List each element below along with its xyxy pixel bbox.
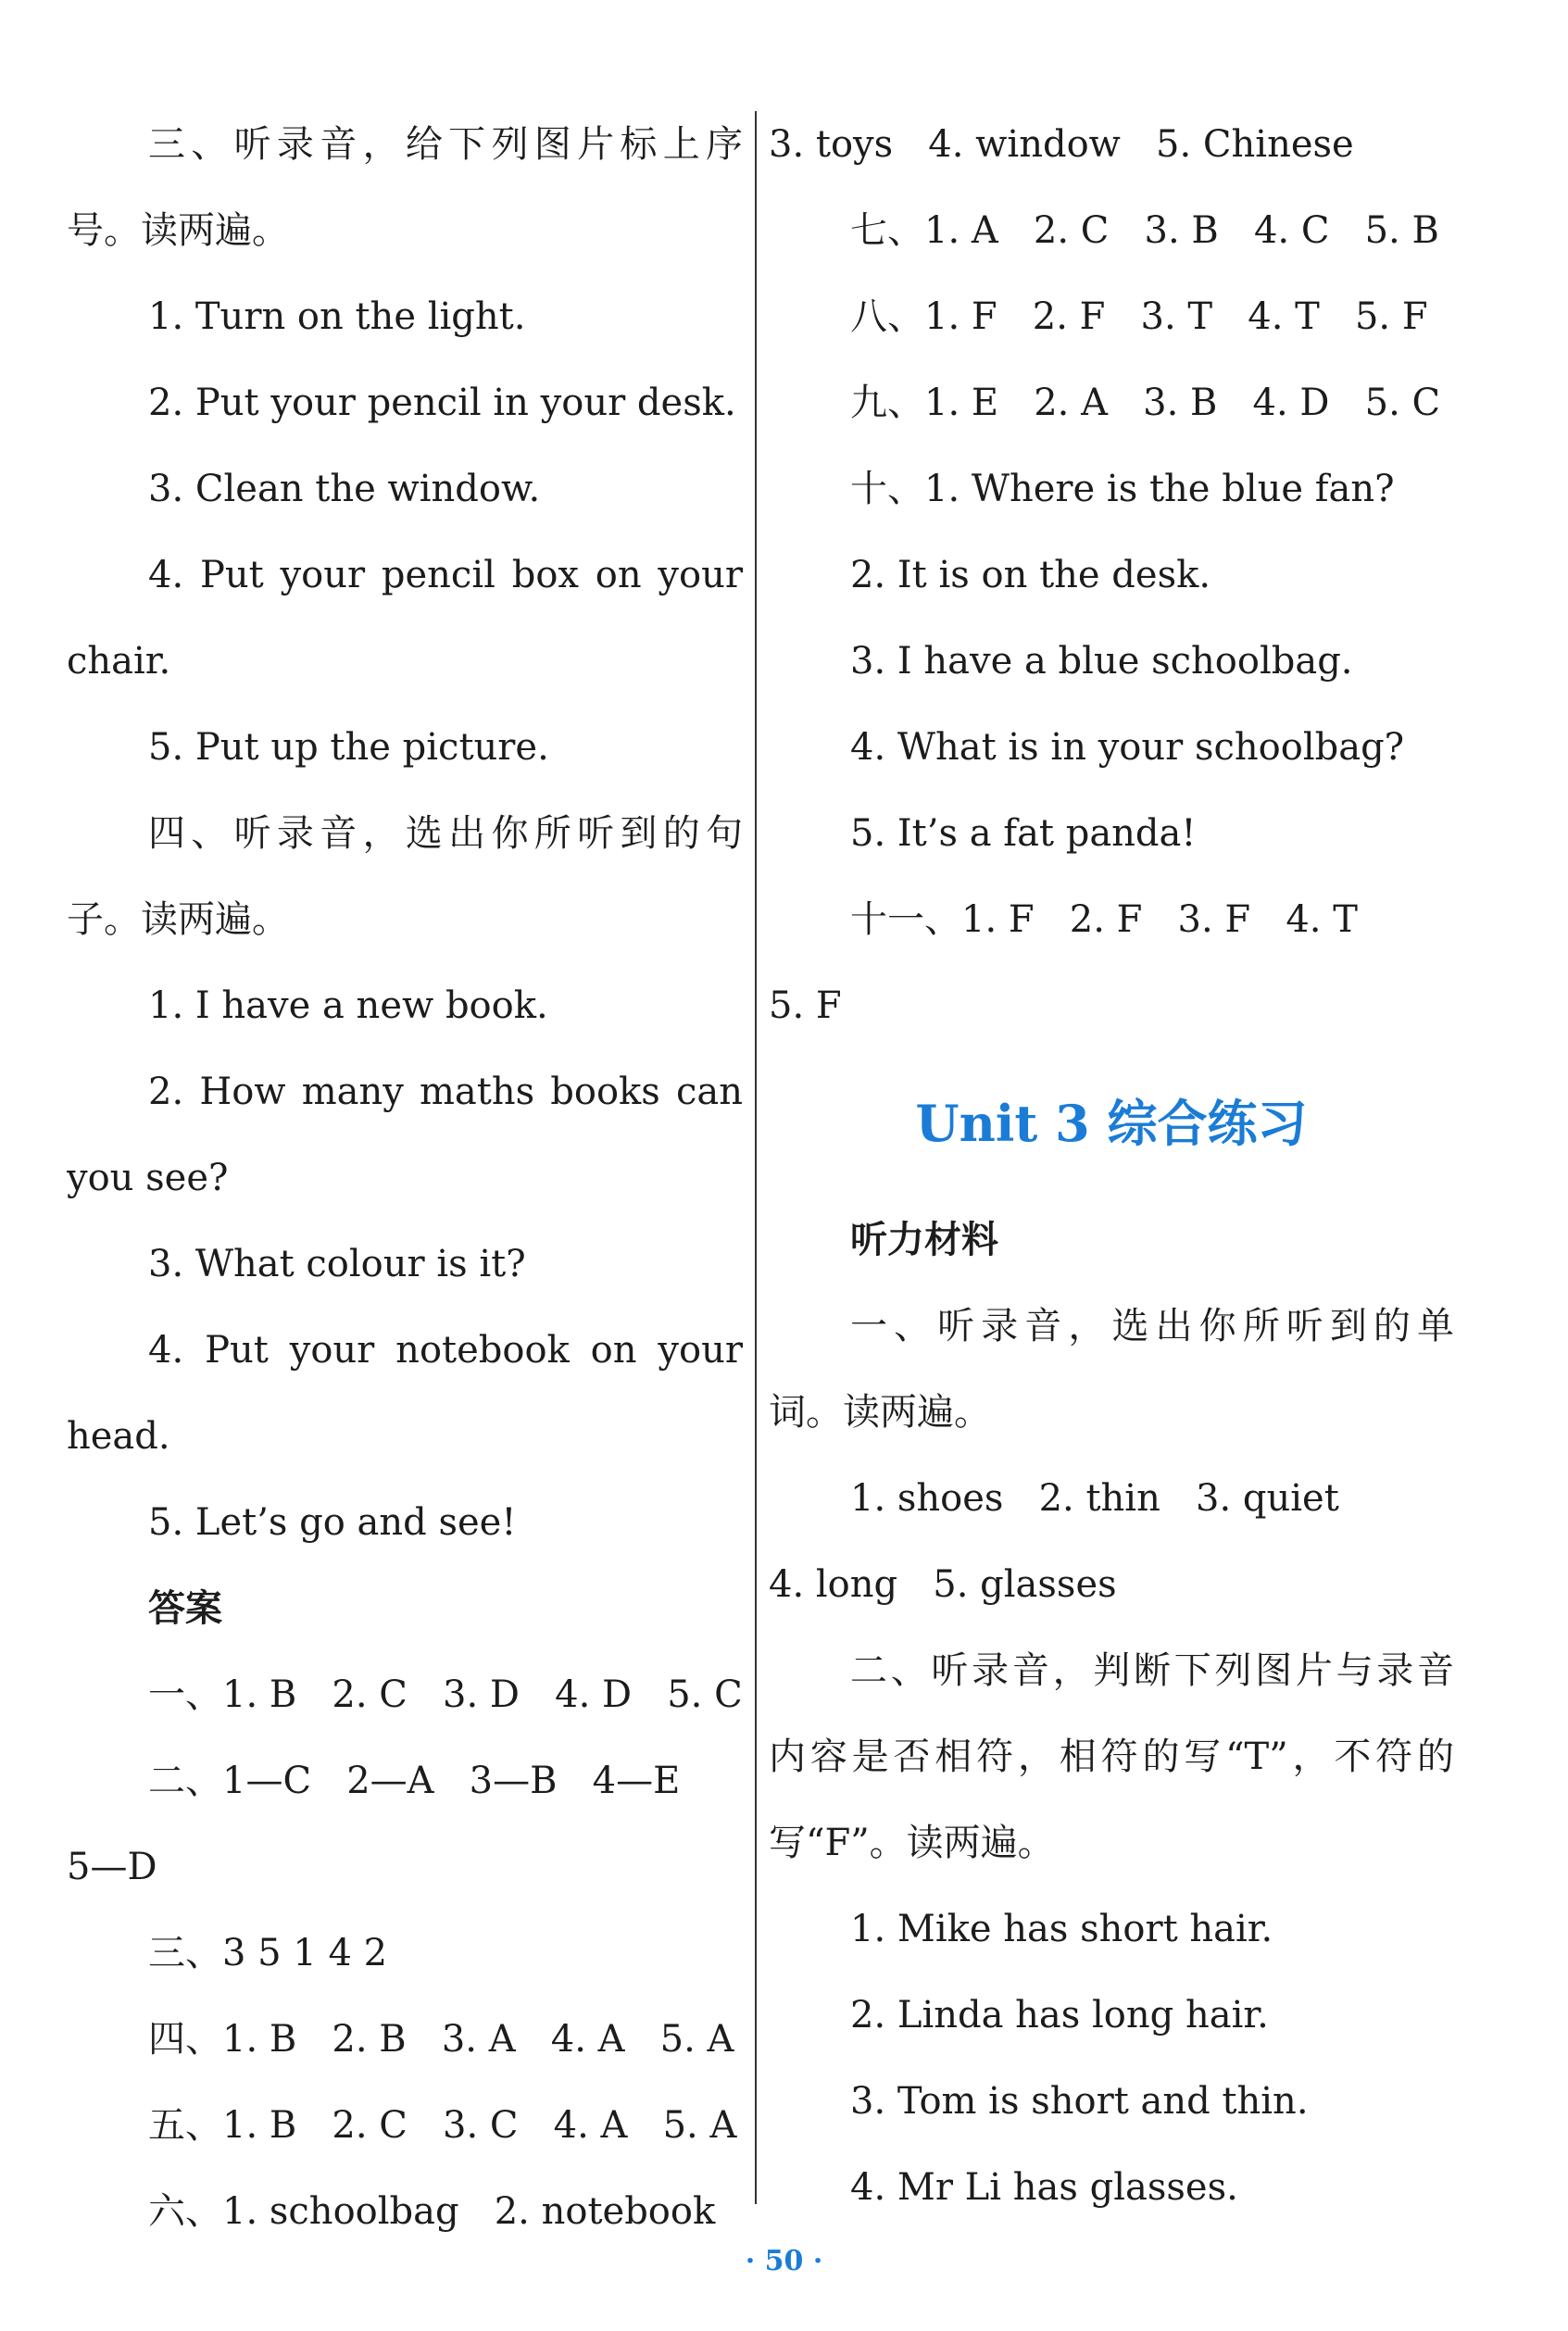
answer-row: 八、1. F 2. F 3. T 4. T 5. F (850, 295, 1428, 338)
listening-sentence-continued: chair. (67, 640, 171, 683)
section-2-heading-line-1: 二、听录音，判断下列图片与录音 (850, 1649, 1454, 1692)
answer-row-continued: 3. toys 4. window 5. Chinese (769, 123, 1354, 166)
answer-row: 五、1. B 2. C 3. C 4. A 5. A (148, 2104, 737, 2147)
answer-row: 二、1—C 2—A 3—B 4—E (148, 1760, 681, 1802)
listening-sentence-continued: head. (67, 1415, 170, 1458)
listening-sentence: 3. Clean the window. (148, 468, 541, 510)
unit-title: Unit 3 综合练习 (915, 1094, 1308, 1153)
section-3-heading-line-1: 三、听录音，给下列图片标上序 (148, 123, 743, 166)
section-2-heading-line-3: 写“F”。读两遍。 (769, 1822, 1055, 1864)
section-1-heading-line-2: 词。读两遍。 (769, 1391, 991, 1434)
section-4-heading-line-2: 子。读两遍。 (67, 898, 289, 941)
listening-sentence: 2. Linda has long hair. (850, 1994, 1269, 2036)
answer-row: 十一、1. F 2. F 3. F 4. T (850, 898, 1358, 941)
listening-sentence: 5. Put up the picture. (148, 726, 549, 769)
answer-row: 四、1. B 2. B 3. A 4. A 5. A (148, 2018, 734, 2061)
left-column (67, 102, 743, 2255)
answer-row-continued: 5. F (769, 984, 842, 1027)
answer-row-continued: 5—D (67, 1846, 157, 1888)
section-3-heading-line-2: 号。读两遍。 (67, 209, 289, 252)
listening-sentence: 3. What colour is it? (148, 1243, 526, 1285)
section-4-heading-line-1: 四、听录音，选出你所听到的句 (148, 812, 743, 855)
right-column (769, 102, 1454, 2231)
answer-sentence: 4. What is in your schoolbag? (850, 726, 1405, 769)
word-list: 1. shoes 2. thin 3. quiet (850, 1477, 1339, 1520)
answer-row: 三、3 5 1 4 2 (148, 1932, 388, 1974)
listening-sentence: 2. How many maths books can (148, 1071, 743, 1113)
column-divider (755, 111, 757, 2204)
listening-sentence: 1. I have a new book. (148, 984, 548, 1027)
listening-sentence: 3. Tom is short and thin. (850, 2080, 1309, 2123)
word-list-continued: 4. long 5. glasses (769, 1563, 1117, 1606)
listening-sentence: 4. Put your notebook on your (148, 1329, 743, 1372)
listening-sentence: 5. Let’s go and see! (148, 1501, 517, 1544)
answer-sentence: 2. It is on the desk. (850, 554, 1211, 596)
answer-row: 十、1. Where is the blue fan? (850, 468, 1395, 510)
answer-row: 一、1. B 2. C 3. D 4. D 5. C (148, 1673, 743, 1716)
section-1-heading-line-1: 一、听录音，选出你所听到的单 (850, 1305, 1454, 1347)
answer-row: 七、1. A 2. C 3. B 4. C 5. B (850, 209, 1439, 252)
listening-sentence-continued: you see? (67, 1157, 229, 1199)
listening-sentence: 2. Put your pencil in your desk. (148, 382, 736, 424)
listening-material-heading: 听力材料 (850, 1219, 998, 1261)
answer-row: 六、1. schoolbag 2. notebook (148, 2190, 716, 2233)
listening-sentence: 1. Turn on the light. (148, 295, 526, 338)
section-2-heading-line-2: 内容是否相符，相符的写“T”，不符的 (769, 1736, 1454, 1778)
answer-sentence: 5. It’s a fat panda! (850, 812, 1197, 855)
answers-heading: 答案 (148, 1587, 222, 1630)
answer-row: 九、1. E 2. A 3. B 4. D 5. C (850, 382, 1441, 424)
listening-sentence: 4. Mr Li has glasses. (850, 2166, 1238, 2209)
answer-sentence: 3. I have a blue schoolbag. (850, 640, 1353, 683)
listening-sentence: 4. Put your pencil box on your (148, 554, 743, 596)
page-number: · 50 · (745, 2245, 823, 2277)
listening-sentence: 1. Mike has short hair. (850, 1908, 1273, 1950)
